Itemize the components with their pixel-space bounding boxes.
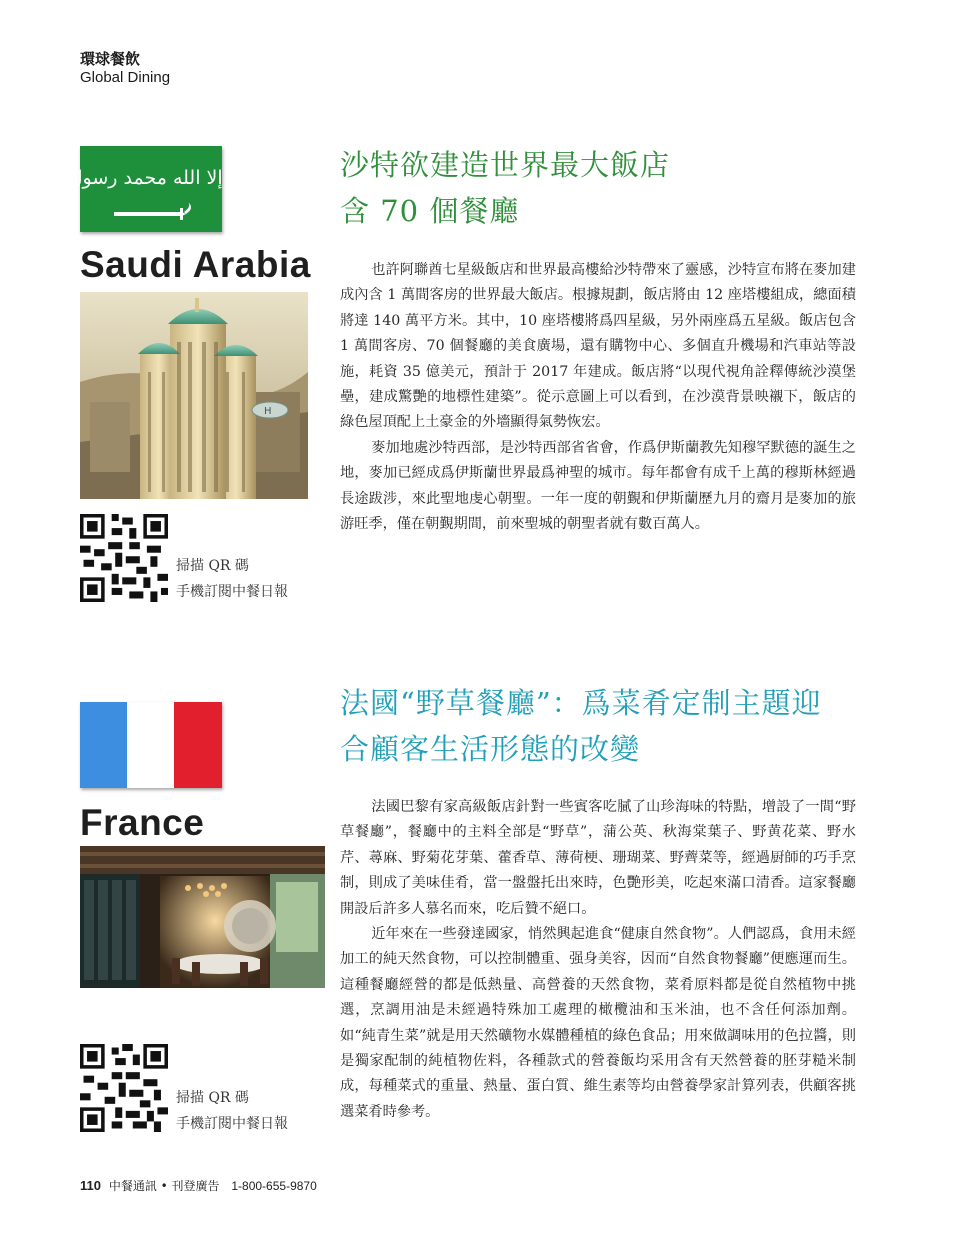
footer-publication: 中餐通訊 • 刊登廣告	[108, 1179, 220, 1193]
france-flag-red	[174, 702, 222, 788]
saudi-paragraph-2: 麥加地處沙特西部，是沙特西部省省會，作爲伊斯蘭教先知穆罕默德的誕生之地，麥加已經成爲伊斯蘭世界最爲神聖的城市。每年都會有成千上萬的穆斯林經過長途跋涉，來此聖地虔心朝聖。一年一度的朝覲和伊斯蘭歷九月的齋月是麥加的旅游旺季，僅在朝覲期間，前來聖城的朝聖者就有數百萬人。	[340, 439, 856, 533]
country-france: France	[80, 802, 205, 843]
france-headline	[340, 680, 870, 772]
france-article	[340, 795, 856, 1125]
france-qr-line2: 手機訂閱中餐日報	[176, 1116, 288, 1132]
saudi-qr-line1: 掃描 QR 碼	[176, 558, 249, 574]
france-qr-line1: 掃描 QR 碼	[176, 1090, 249, 1106]
footer-phone: 1-800-655-9870	[231, 1179, 317, 1193]
section-title-zh: 環球餐飲	[80, 50, 141, 68]
hotel-rendering-image	[80, 292, 308, 499]
france-flag-blue	[80, 702, 128, 788]
page-footer	[80, 1177, 317, 1194]
france-headline-line2: 合顧客生活形態的改變	[340, 732, 641, 766]
saudi-flag-script: لا إله إلا الله محمد رسول الله	[35, 167, 267, 189]
saudi-qr-caption	[176, 553, 288, 605]
saudi-headline-line2: 含 70 個餐廳	[340, 194, 520, 228]
france-paragraph-2: 近年來在一些發達國家，悄然興起進食“健康自然食物”。人們認爲，食用未經加工的純天然食物，可以控制體重、强身美容，因而“自然食物餐廳”便應運而生。這種餐廳經營的都是低熱量、高營養的天然食物，菜肴原料都是從自然植物中挑選，烹調用油是未經過特殊加工處理的橄欖油和玉米油，也不含任何添加劑。如“純青生菜”就是用天然礦物水媒體種植的綠色食品；用來做調味用的色拉醬，則是獨家配制的純植物佐料，各種款式的營養飯均采用含有天然營養的胚芽糙米制成，每種菜式的重量、熱量、蛋白質、維生素等均由營養學家計算列表，供顧客挑選菜肴時參考。	[340, 926, 856, 1120]
section-title-en: Global Dining	[80, 69, 171, 86]
saudi-flag	[35, 146, 267, 232]
page-number: 110	[80, 1178, 101, 1193]
section-header	[80, 50, 170, 87]
saudi-qr-code[interactable]	[80, 514, 168, 602]
saudi-headline	[340, 142, 870, 234]
france-paragraph-1: 法國巴黎有家高級飯店針對一些賓客吃膩了山珍海味的特點，增設了一間“野草餐廳”，餐廳中的主料全部是“野草”，蒲公英、秋海棠葉子、野黄花菜、野水芹、蕁麻、野菊花芽葉、藿香草、薄荷梗、珊瑚菜、野薺菜等，經過厨師的巧手烹制，則成了美味佳肴，當一盤盤托出來時，色艷形美，吃起來滿口清香。這家餐廳開設后許多人慕名而來，吃后贊不絕口。	[340, 799, 856, 917]
saudi-flag-field	[80, 146, 222, 232]
saudi-qr-line2: 手機訂閱中餐日報	[176, 584, 288, 600]
france-qr-caption	[176, 1085, 288, 1137]
country-saudi-arabia: Saudi Arabia	[80, 244, 311, 285]
svg-text:H: H	[264, 406, 272, 417]
saudi-paragraph-1: 也許阿聯酋七星級飯店和世界最高樓給沙特帶來了靈感，沙特宣布將在麥加建成內含 1 萬間客房的世界最大飯店。根據規劃，飯店將由 12 座塔樓組成，總面積將達 140 萬平方米。其中，10 座塔樓將爲四星級，另外兩座爲五星級。飯店包含 1 萬間客房、70 個餐廳的美食廣場，還有購物中心、多個直升機場和汽車站等設施，耗資 35 億美元，預計于 2017 年建成。飯店將“以現代視角詮釋傳統沙漠堡壘，建成驚艷的地標性建築”。從示意圖上可以看到，在沙漠背景映襯下，飯店的綠色屋頂配上土豪金的外墻顯得氣勢恢宏。	[340, 262, 856, 431]
france-qr-code[interactable]	[80, 1044, 168, 1132]
restaurant-interior-image	[80, 846, 325, 988]
saudi-article	[340, 258, 856, 537]
france-flag	[80, 702, 222, 788]
saudi-headline-line1: 沙特欲建造世界最大飯店	[340, 148, 671, 182]
france-flag-white	[127, 702, 175, 788]
france-headline-line1: 法國“野草餐廳”：爲菜肴定制主題迎	[340, 686, 822, 720]
